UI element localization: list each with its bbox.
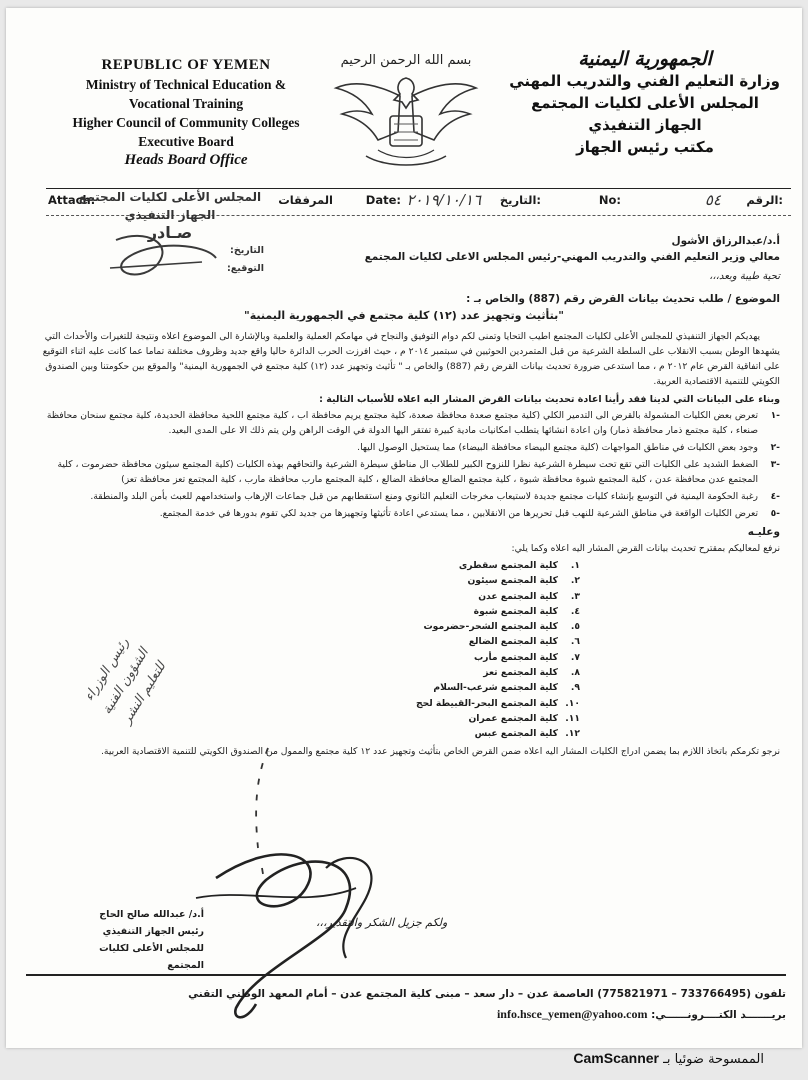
stamp-sign-label: التوقيع: xyxy=(226,263,264,274)
letterhead-ar-line5: مكتب رئيس الجهاز xyxy=(576,138,714,156)
reasons-intro: وبناء على البيانات التي لدينا فقد رأينا اعادة تحديث بيانات القرض المشار اليه اعلاه للأسباب التالية : xyxy=(319,394,780,405)
footer-email: info.hsce_yemen@yahoo.com xyxy=(496,1007,648,1021)
addressee-title: معالي وزير التعليم الفني والتدريب المهني-رئيس المجلس الاعلى لكليات المجتمع xyxy=(364,251,780,263)
watermark-brand: CamScanner xyxy=(573,1050,659,1066)
watermark-text: الممسوحة ضوئيا بـ xyxy=(663,1052,764,1067)
intro-paragraph: يهديكم الجهاز التنفيذي للمجلس الأعلى لكليات المجتمع اطيب التحايا وتمنى لكم دوام التوفيق والنجاح في مهامكم العملية والعلمية وبالإشارة الى الموضوع اعلاه ونتيجة للتغيرات والأحداث التي يشهدها الوطن بسبب الانقلاب على السلطة الشرعية من قبل المتمردين الحوثيين في سبتمبر ٢٠١٤ م ، حيث افرزت الحرب الدائرة حاليا واقع جديد وظروف مختلفة تماما عما كانت عليه اثناء التوقيع على اتفاقية القرض عام ٢٠١٢ م ، مما استدعى ضرورة تحديث بيانات القرض رقم (887) والخاص بـ " تأثيث وتجهيز عدد (١٢) كلية مجتمع في الجمهورية اليمنية" والموقع بين حكومتنا وبين الصندوق الكويتي للتنمية الاقتصادية العربية. xyxy=(42,331,780,387)
stamp-line1: المجلس الأعلى لكليات المجتمع xyxy=(78,190,262,204)
handwritten-margin-note: رئيس الوزراء الشؤون الفنية للتعليم النشر xyxy=(81,635,170,727)
footer-email-row xyxy=(26,1004,786,1025)
letterhead-ar-line1: الجمهورية اليمنية xyxy=(578,48,712,70)
college-item: ١.كلية المجتمع سقطرى xyxy=(458,560,580,571)
signer-name: أ.د/ عبدالله صالح الحاج xyxy=(99,909,204,920)
letterhead-en-line3: Vocational Training xyxy=(128,96,244,111)
letterhead-en-line4: Higher Council of Community Colleges xyxy=(72,115,300,130)
letterhead-en-line2: Ministry of Technical Education & xyxy=(85,77,287,92)
letterhead-en-line5: Executive Board xyxy=(138,134,234,149)
ref-number-value: ٥٤ xyxy=(704,191,721,209)
footer-email-label: بريـــــــد الكتــــرونــــــي: xyxy=(651,1009,786,1021)
college-item: ١٠.كلية المجتمع البحر-القبيطة لحج xyxy=(415,697,580,709)
closing-thanks: ولكم جزيل الشكر والتقدير،،، xyxy=(316,916,448,929)
subject-line: الموضوع / طلب تحديث بيانات القرض رقم (887) والخاص بـ : xyxy=(466,293,780,305)
ref-attach-label: Attach: xyxy=(48,193,96,207)
stamp-status: صـادر xyxy=(147,223,193,242)
reason-item: -٤ رغبة الحكومة اليمنية في التوسع بإنشاء كليات مجتمع جديدة لاستيعاب مخرجات التعليم الثانوي ومنع استقطابهم من قبل جماعات الإرهاب واستخدامهم للعبث بأمن البلد والمنطقة. xyxy=(90,491,780,502)
ref-number-label-ar: الرقم: xyxy=(746,193,783,207)
letterhead-en-line1: REPUBLIC OF YEMEN xyxy=(101,57,271,73)
letterhead-english xyxy=(66,56,306,170)
conclusion-heading: وعليـه xyxy=(747,526,780,538)
ref-date-label: Date: xyxy=(365,193,401,207)
ref-date-label-ar: التاريخ: xyxy=(499,193,541,207)
reason-item: -٥ تعرض الكليات الواقعة في مناطق الشرعية للنهب قبل تحريرها من الانقلابين ، مما يستدعي اعادة تأثيثها وتجهيزها من جديد لكي تقوم بدورها في خدمة المجتمع. xyxy=(159,508,780,519)
reasons-list xyxy=(28,408,780,521)
college-item: ٩.كلية المجتمع شرعب-السلام xyxy=(433,682,580,694)
college-item: ٦.كلية المجتمع الضالع xyxy=(468,636,580,648)
greeting: تحية طيبة وبعد،،، xyxy=(709,271,780,282)
college-item: ٤.كلية المجتمع شبوة xyxy=(473,605,580,617)
college-item: ٢.كلية المجتمع سيئون xyxy=(467,575,580,587)
eagle-emblem-icon xyxy=(306,44,506,184)
signer-block xyxy=(84,906,204,974)
letter-page xyxy=(6,8,802,1048)
scanner-watermark xyxy=(573,1050,764,1067)
ref-attach-label-ar: المرفقات xyxy=(278,193,333,207)
footer-address: تلفون (733766495 – 775821971) العاصمة عدن – دار سعد – مبنى كلية المجتمع عدن – أمام المعهد الوطني التقني xyxy=(188,988,786,1000)
stamp-line2: الجهاز التنفيذي xyxy=(124,208,216,222)
college-item: ٣.كلية المجتمع عدن xyxy=(478,590,580,602)
letterhead-ar-line3: المجلس الأعلى لكليات المجتمع xyxy=(531,94,759,112)
letterhead-arabic xyxy=(510,48,780,158)
stamp-date-label: التاريخ: xyxy=(230,245,264,256)
letterhead-ar-line4: الجهاز التنفيذي xyxy=(588,116,702,134)
college-item: ١٢.كلية المجتمع عبس xyxy=(474,728,580,740)
subject-title: "بتأثيث وتجهيز عدد (١٢) كلية مجتمع في الجمهورية اليمنية" xyxy=(243,309,565,322)
closing-request: نرجو تكرمكم باتخاذ اللازم بما يضمن ادراج الكليات المشار اليه اعلاه ضمن القرض الخاص بتأثيث وتجهيز عدد ١٢ كلية مجتمع والممول من الصندوق الكويتي للتنمية الاقتصادية العربية. xyxy=(101,745,780,757)
reason-item: -٣ الضغط الشديد على الكليات التي تقع تحت سيطرة الشرعية نظرا للنزوح الكبير للطلاب ال مناطق سيطرة الشرعية والتحاقهم بهذه الكليات (كلية المجتمع سيئون محافظة حضرموت ، كلية المجتمع عدن محافظة عدن ، كلية المجتمع شبوة محافظة شبوة ، كلية مجتمع الضالع محافظة الضالع ، كلية المجتمع مارب محافظة مارب ، كلية المجتمع تعز محافظة تعز) xyxy=(57,459,780,485)
reason-item: -١ تعرض بعض الكليات المشمولة بالقرض الى التدمير الكلي (كلية مجتمع صعدة محافظة صعدة، كلية مجتمع يريم محافظة اب ، كلية مجتمع اللحية محافظة الحديدة، كلية مجتمع سنحان محافظة صنعاء ، كلية مجتمع ذمار محافظة ذمار) وان اعادة انشائها يتطلب امكانيات مادية كبيرة تفتقر اليها الدولة في الوقت الراهن ولن يتم ذلك الا على المدى البعيد. xyxy=(46,410,780,436)
letter-footer xyxy=(26,974,786,1025)
letterhead-ar-line2: وزارة التعليم الفني والتدريب المهني xyxy=(509,72,780,90)
colleges-intro: نرفع لمعاليكم بمقترح تحديث بيانات القرض المشار اليه اعلاه وكما يلي: xyxy=(511,543,780,554)
college-item: ٥.كلية المجتمع الشحر-حضرموت xyxy=(423,621,580,633)
reason-item: -٢ وجود بعض الكليات في مناطق المواجهات (كلية مجتمع البيضاء محافظة البيضاء) مما يستحيل الوصول اليها. xyxy=(357,442,780,453)
addressee-name: أ.د/عبدالرزاق الأشول xyxy=(671,235,780,247)
college-item: ١١.كلية المجتمع عمران xyxy=(468,712,580,724)
emblem-basmala: بسم الله الرحمن الرحيم xyxy=(340,53,472,68)
letterhead-en-line6: Heads Board Office xyxy=(124,152,248,168)
ref-number-label: No: xyxy=(598,193,621,207)
college-item: ٨.كلية المجتمع تعز xyxy=(483,667,580,679)
signer-org: للمجلس الأعلى لكليات المجتمع xyxy=(99,943,204,971)
college-item: ٧.كلية المجتمع مأرب xyxy=(473,651,580,663)
ref-date-value: ٢٠١٩/١٠/١٦ xyxy=(406,191,481,209)
signer-title: رئيس الجهاز التنفيذي xyxy=(102,926,204,937)
